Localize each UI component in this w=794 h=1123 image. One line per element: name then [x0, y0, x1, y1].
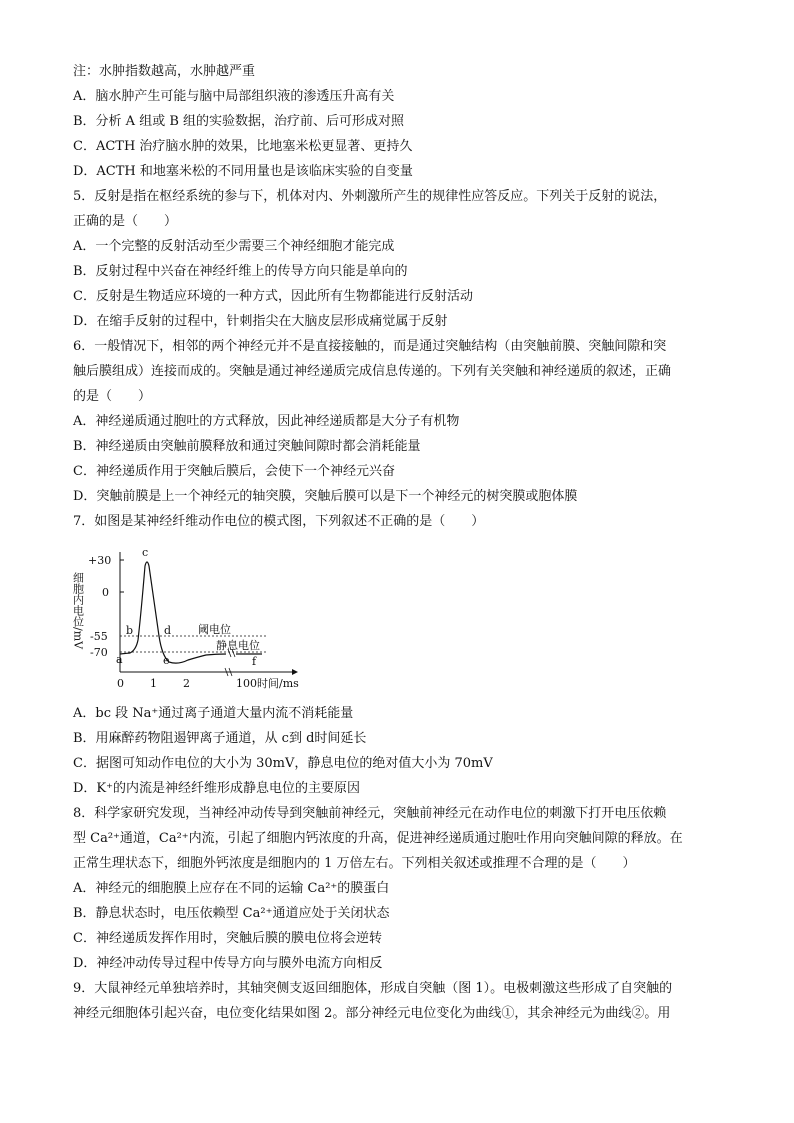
q5-stem-line2: 正确的是（ ） — [73, 214, 178, 229]
q5-option-a: A．一个完整的反射活动至少需要三个神经细胞才能完成 — [73, 239, 395, 254]
q9-stem-line2: 神经元细胞体引起兴奋，电位变化结果如图 2。部分神经元电位变化为曲线①，其余神经元为曲线②。用 — [73, 1006, 671, 1021]
point-label-c: c — [142, 546, 149, 559]
q5-option-b: B．反射过程中兴奋在神经纤维上的传导方向只能是单向的 — [73, 264, 408, 279]
q4-option-c: C．ACTH 治疗脑水肿的效果，比地塞米松更显著、更持久 — [73, 139, 413, 154]
q4-option-a: A．脑水肿产生可能与脑中局部组织液的渗透压升高有关 — [73, 89, 395, 104]
q7-stem: 7．如图是某神经纤维动作电位的模式图，下列叙述不正确的是（ ） — [73, 514, 485, 529]
q6-option-c: C．神经递质作用于突触后膜后，会使下一个神经元兴奋 — [73, 464, 395, 479]
resting-label: 静息电位 — [216, 639, 260, 652]
q6-option-b: B．神经递质由突触前膜释放和通过突触间隙时都会消耗能量 — [73, 439, 421, 454]
q8-option-b: B．静息状态时，电压依赖型 Ca²⁺通道应处于关闭状态 — [73, 906, 390, 921]
q7-option-c: C．据图可知动作电位的大小为 30mV，静息电位的绝对值大小为 70mV — [73, 756, 493, 771]
q7-option-b: B．用麻醉药物阻遏钾离子通道，从 c到 d时间延长 — [73, 731, 367, 746]
q5-stem-line1: 5．反射是指在枢经系统的参与下，机体对内、外刺激所产生的规律性应答反应。下列关于反射的说法， — [73, 189, 667, 204]
x-axis-label: 时间/ms — [257, 677, 299, 690]
threshold-label: 阈电位 — [198, 623, 231, 636]
q9-stem-line1: 9．大鼠神经元单独培养时，其轴突侧支返回细胞体，形成自突触（图 1）。电极刺激这些形成了自突触的 — [73, 981, 673, 996]
q5-option-d: D．在缩手反射的过程中，针刺指尖在大脑皮层形成痛觉属于反射 — [73, 314, 448, 329]
q8-stem-line1: 8．科学家研究发现，当神经冲动传导到突触前神经元，突触前神经元在动作电位的刺激下打开电压依赖 — [73, 806, 667, 821]
q6-stem-line3: 的是（ ） — [73, 389, 152, 404]
q8-stem-line3: 正常生理状态下，细胞外钙浓度是细胞内的 1 万倍左右。下列相关叙述或推理不合理的是（ ） — [73, 856, 636, 871]
point-label-d: d — [164, 624, 172, 637]
q8-stem-line2: 型 Ca²⁺通道，Ca²⁺内流，引起了细胞内钙浓度的升高，促进神经递质通过胞吐作用向突触间隙的释放。在 — [73, 831, 683, 846]
y-tick-label-70: -70 — [90, 646, 108, 659]
y-tick-label-55: -55 — [90, 630, 108, 643]
y-tick-label-0: 0 — [102, 586, 109, 599]
q6-stem-line1: 6．一般情况下，相邻的两个神经元并不是直接接触的，而是通过突触结构（由突触前膜、突触间隙和突 — [73, 339, 667, 354]
q6-option-a: A．神经递质通过胞吐的方式释放，因此神经递质都是大分子有机物 — [73, 414, 460, 429]
q5-option-c: C．反射是生物适应环境的一种方式，因此所有生物都能进行反射活动 — [73, 289, 473, 304]
x-axis-arrow — [292, 669, 298, 675]
q7-option-a: A．bc 段 Na⁺通过离子通道大量内流不消耗能量 — [73, 706, 354, 721]
y-axis-label: 细胞内电位/mV — [71, 572, 85, 650]
point-label-a: a — [116, 653, 123, 666]
q8-option-a: A．神经元的细胞膜上应存在不同的运输 Ca²⁺的膜蛋白 — [73, 881, 390, 896]
point-label-f: f — [252, 655, 257, 668]
x-tick-1: 1 — [150, 677, 157, 690]
action-potential-figure — [66, 544, 316, 694]
x-tick-0: 0 — [117, 677, 124, 690]
point-label-e: e — [163, 654, 170, 667]
x-tick-2: 2 — [183, 677, 190, 690]
action-potential-diagram — [66, 544, 316, 694]
point-label-b: b — [126, 624, 134, 637]
q4-option-d: D．ACTH 和地塞米松的不同用量也是该临床实验的自变量 — [73, 164, 413, 179]
note-line: 注：水肿指数越高，水肿越严重 — [73, 64, 256, 79]
q8-option-d: D．神经冲动传导过程中传导方向与膜外电流方向相反 — [73, 956, 383, 971]
y-tick-label-30: +30 — [88, 554, 112, 567]
q4-option-b: B．分析 A 组或 B 组的实验数据，治疗前、后可形成对照 — [73, 114, 405, 129]
q8-option-c: C．神经递质发挥作用时，突触后膜的膜电位将会逆转 — [73, 931, 382, 946]
x-tick-100: 100 — [236, 677, 257, 690]
q6-stem-line2: 触后膜组成）连接而成的。突触是通过神经递质完成信息传递的。下列有关突触和神经递质的叙述，正确 — [73, 364, 672, 379]
q7-option-d: D．K⁺的内流是神经纤维形成静息电位的主要原因 — [73, 781, 360, 796]
q6-option-d: D．突触前膜是上一个神经元的轴突膜，突触后膜可以是下一个神经元的树突膜或胞体膜 — [73, 489, 578, 504]
